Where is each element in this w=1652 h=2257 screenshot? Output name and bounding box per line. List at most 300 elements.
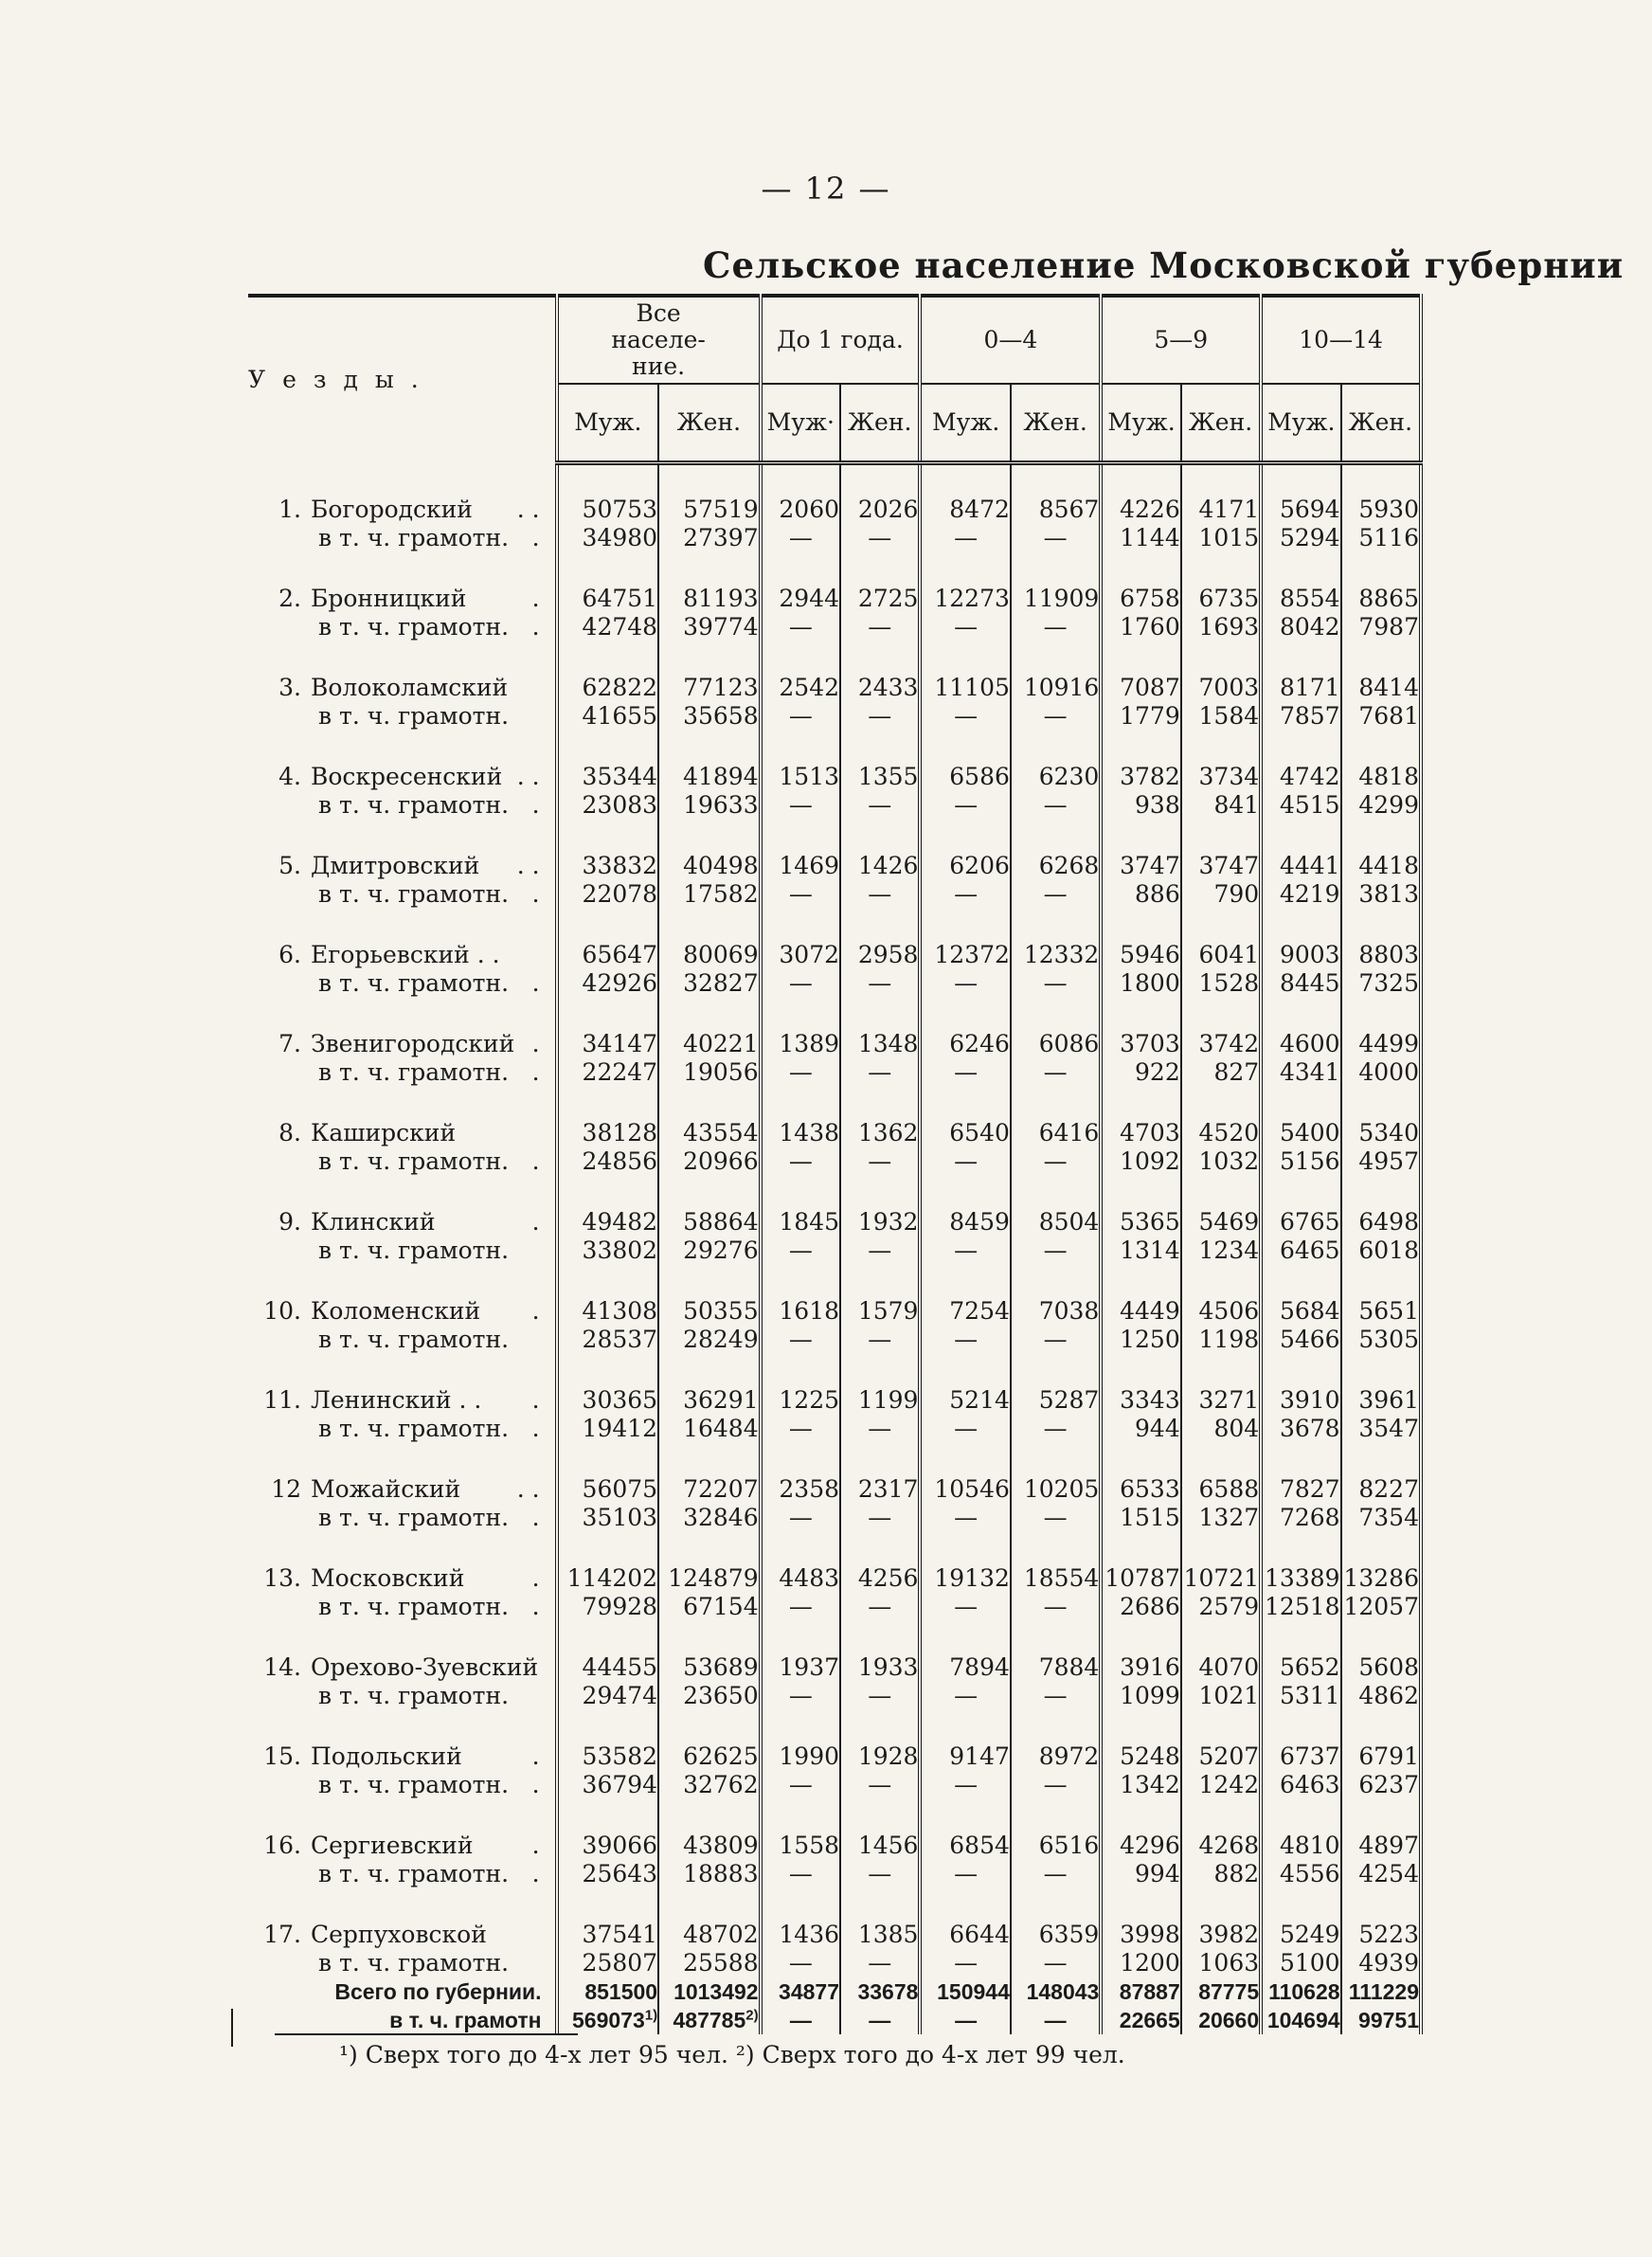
cell-literate-a1014-f: 7987 — [1341, 613, 1421, 641]
cell-a04-m: 6246 — [920, 1030, 1010, 1058]
cell-a59-m: 3343 — [1101, 1386, 1180, 1415]
dash-cell: — — [1011, 880, 1101, 909]
table-row — [248, 1297, 1421, 1326]
cell-literate-a59-m: 1760 — [1101, 613, 1180, 641]
cell-a1014-f: 8865 — [1341, 585, 1421, 613]
cell-u1-f: 2026 — [840, 496, 920, 524]
cell-literate-a1014-m: 12518 — [1261, 1593, 1340, 1621]
cell-literate-a59-f: 804 — [1181, 1415, 1261, 1443]
cell-u1-m: 1389 — [761, 1030, 840, 1058]
cell-literate-a1014-f: 5116 — [1341, 524, 1421, 552]
table-row-literate — [248, 969, 1421, 998]
total-a1014-m: 110628 — [1261, 1977, 1340, 2006]
cell-a1014-m: 8554 — [1261, 585, 1340, 613]
cell-a59-m: 6758 — [1101, 585, 1180, 613]
cell-literate-a1014-f: 4000 — [1341, 1058, 1421, 1087]
dash-cell: — — [1011, 1593, 1101, 1621]
cell-all-m: 37541 — [557, 1921, 659, 1949]
total-literate-value: 487785 — [673, 2008, 746, 2032]
cell-literate-all-f: 32827 — [658, 969, 761, 998]
dash-cell: — — [920, 1771, 1010, 1799]
cell-literate-all-m: 22078 — [557, 880, 659, 909]
literate-label-cell — [248, 1237, 557, 1265]
cell-a59-f: 3271 — [1181, 1386, 1261, 1415]
leader-dots: . — [531, 1297, 540, 1325]
dash-cell: — — [1011, 1771, 1101, 1799]
dash-cell: — — [840, 702, 920, 731]
cell-a59-f: 3734 — [1181, 763, 1261, 791]
uezd-name-cell — [248, 941, 557, 969]
cell-literate-a59-f: 1242 — [1181, 1771, 1261, 1799]
cell-u1-f: 1928 — [840, 1742, 920, 1771]
literate-label: в т. ч. грамотн. — [318, 1771, 510, 1798]
dash-cell: — — [840, 1949, 920, 1977]
uezd-name-cell — [248, 1297, 557, 1326]
dash-cell: — — [1011, 969, 1101, 998]
table-row-literate — [248, 1949, 1421, 1977]
row-gap — [248, 909, 1421, 941]
cell-a59-f: 6041 — [1181, 941, 1261, 969]
cell-a04-f: 6086 — [1011, 1030, 1101, 1058]
uezd-name-cell — [248, 763, 557, 791]
header-u1-female: Жен. — [840, 384, 920, 463]
cell-all-m: 34147 — [557, 1030, 659, 1058]
cell-literate-a59-m: 1092 — [1101, 1147, 1180, 1176]
cell-a1014-f: 8227 — [1341, 1475, 1421, 1504]
cell-a04-f: 8972 — [1011, 1742, 1101, 1771]
literate-label-cell — [248, 1949, 557, 1977]
cell-a59-f: 4070 — [1181, 1653, 1261, 1682]
cell-a04-m: 8472 — [920, 496, 1010, 524]
total-label: Всего по губернии. — [334, 1979, 542, 2004]
table-row-literate — [248, 1147, 1421, 1176]
cell-a04-f: 6230 — [1011, 763, 1101, 791]
cell-all-f: 124879 — [658, 1564, 761, 1593]
cell-all-f: 48702 — [658, 1921, 761, 1949]
cell-literate-a59-f: 827 — [1181, 1058, 1261, 1087]
header-1014-female: Жен. — [1341, 384, 1421, 463]
uezd-name-cell — [248, 1564, 557, 1593]
cell-u1-m: 1438 — [761, 1119, 840, 1147]
uezd-name: Дмитровский — [311, 852, 480, 879]
uezd-name-cell — [248, 1475, 557, 1504]
cell-a59-m: 3703 — [1101, 1030, 1180, 1058]
row-number: 16. — [263, 1832, 301, 1859]
cell-a59-f: 6588 — [1181, 1475, 1261, 1504]
literate-label-cell — [248, 969, 557, 998]
row-gap — [248, 1888, 1421, 1921]
literate-label-cell — [248, 1860, 557, 1888]
cell-a59-m: 3782 — [1101, 763, 1180, 791]
cell-a1014-f: 13286 — [1341, 1564, 1421, 1593]
uezd-name-cell — [248, 1653, 557, 1682]
cell-a04-m: 6644 — [920, 1921, 1010, 1949]
cell-literate-a1014-f: 7325 — [1341, 969, 1421, 998]
total-literate-a59-m — [1101, 2006, 1180, 2034]
cell-a04-f: 18554 — [1011, 1564, 1101, 1593]
cell-u1-f: 1385 — [840, 1921, 920, 1949]
cell-u1-m: 1937 — [761, 1653, 840, 1682]
cell-literate-all-m: 25643 — [557, 1860, 659, 1888]
total-all-f: 1013492 — [658, 1977, 761, 2006]
cell-literate-a1014-f: 4254 — [1341, 1860, 1421, 1888]
cell-literate-a59-m: 922 — [1101, 1058, 1180, 1087]
uezd-name-cell — [248, 1119, 557, 1147]
leader-dots: . — [531, 969, 540, 997]
dash-cell: — — [761, 880, 840, 909]
dash-cell: — — [761, 1326, 840, 1354]
cell-literate-a59-f: 1032 — [1181, 1147, 1261, 1176]
total-literate-value: 20660 — [1198, 2008, 1260, 2032]
dash-cell: — — [1011, 1682, 1101, 1710]
dash-cell: — — [920, 1504, 1010, 1532]
cell-literate-a59-m: 1099 — [1101, 1682, 1180, 1710]
cell-literate-a59-m: 1314 — [1101, 1237, 1180, 1265]
dash-cell: — — [840, 1860, 920, 1888]
header-group-0-4: 0—4 — [920, 296, 1101, 384]
cell-a59-f: 4506 — [1181, 1297, 1261, 1326]
cell-u1-m: 1469 — [761, 852, 840, 880]
leader-dots: . — [531, 613, 540, 641]
row-gap — [248, 641, 1421, 674]
cell-all-f: 57519 — [658, 496, 761, 524]
cell-all-m: 64751 — [557, 585, 659, 613]
cell-literate-a59-m: 1200 — [1101, 1949, 1180, 1977]
dash-cell: — — [920, 2006, 1010, 2034]
cell-a59-m: 5248 — [1101, 1742, 1180, 1771]
leader-dots: . — [531, 585, 540, 612]
cell-u1-f: 1426 — [840, 852, 920, 880]
cell-a1014-f: 3961 — [1341, 1386, 1421, 1415]
cell-a1014-m: 13389 — [1261, 1564, 1340, 1593]
table-body — [248, 463, 1421, 2035]
dash-cell: — — [840, 1058, 920, 1087]
cell-literate-a59-f: 1198 — [1181, 1326, 1261, 1354]
header-group-all: Все населе-ние. — [557, 296, 761, 384]
literate-label: в т. ч. грамотн. — [318, 702, 510, 730]
cell-a1014-f: 8414 — [1341, 674, 1421, 702]
cell-literate-a1014-m: 5294 — [1261, 524, 1340, 552]
literate-label: в т. ч. грамотн. — [318, 1504, 510, 1531]
dash-cell: — — [840, 1593, 920, 1621]
literate-label-cell — [248, 702, 557, 731]
total-a59-f: 87775 — [1181, 1977, 1261, 2006]
cell-literate-a1014-m: 4515 — [1261, 791, 1340, 820]
cell-u1-m: 1225 — [761, 1386, 840, 1415]
cell-u1-m: 2944 — [761, 585, 840, 613]
dash-cell: — — [761, 1771, 840, 1799]
table-row — [248, 941, 1421, 969]
cell-literate-all-m: 33802 — [557, 1237, 659, 1265]
header-59-female: Жен. — [1181, 384, 1261, 463]
cell-all-m: 39066 — [557, 1832, 659, 1860]
cell-a59-f: 5207 — [1181, 1742, 1261, 1771]
uezd-name-cell — [248, 585, 557, 613]
leader-dots: . — [531, 1030, 540, 1057]
cell-literate-all-f: 16484 — [658, 1415, 761, 1443]
cell-all-f: 41894 — [658, 763, 761, 791]
uezd-name: Клинский — [311, 1208, 436, 1236]
cell-all-f: 77123 — [658, 674, 761, 702]
cell-all-m: 49482 — [557, 1208, 659, 1237]
dash-cell: — — [840, 613, 920, 641]
leader-dots: . — [531, 1058, 540, 1086]
dash-cell: — — [840, 1326, 920, 1354]
cell-literate-a59-m: 1515 — [1101, 1504, 1180, 1532]
uezd-name: Каширский — [311, 1119, 457, 1147]
dash-cell: — — [761, 1058, 840, 1087]
row-gap — [248, 1087, 1421, 1119]
dash-cell: — — [761, 969, 840, 998]
cell-a04-m: 6206 — [920, 852, 1010, 880]
cell-literate-a1014-m: 4219 — [1261, 880, 1340, 909]
row-number: 13. — [263, 1564, 301, 1592]
dash-cell: — — [840, 1682, 920, 1710]
leader-dots: . . — [516, 1475, 540, 1503]
cell-all-m: 50753 — [557, 496, 659, 524]
uezd-name-cell — [248, 1208, 557, 1237]
cell-a59-f: 3742 — [1181, 1030, 1261, 1058]
cell-literate-all-f: 28249 — [658, 1326, 761, 1354]
dash-cell: — — [1011, 1147, 1101, 1176]
cell-a04-m: 6540 — [920, 1119, 1010, 1147]
row-number: 2. — [278, 585, 301, 612]
cell-literate-all-m: 42748 — [557, 613, 659, 641]
cell-literate-a1014-f: 4299 — [1341, 791, 1421, 820]
cell-all-f: 81193 — [658, 585, 761, 613]
dash-cell: — — [920, 1593, 1010, 1621]
dash-cell: — — [761, 1504, 840, 1532]
uezd-name: Коломенский — [311, 1297, 481, 1325]
cell-literate-a59-m: 1342 — [1101, 1771, 1180, 1799]
uezd-name: Можайский — [311, 1475, 461, 1503]
header-04-female: Жен. — [1011, 384, 1101, 463]
uezd-name-cell — [248, 1832, 557, 1860]
literate-label: в т. ч. грамотн. — [318, 524, 510, 551]
cell-a59-m: 5946 — [1101, 941, 1180, 969]
cell-all-f: 53689 — [658, 1653, 761, 1682]
cell-a04-m: 7894 — [920, 1653, 1010, 1682]
cell-a04-f: 11909 — [1011, 585, 1101, 613]
cell-u1-m: 1990 — [761, 1742, 840, 1771]
table-row — [248, 496, 1421, 524]
row-number: 11. — [263, 1386, 301, 1414]
literate-label: в т. ч. грамотн. — [318, 1860, 510, 1887]
dash-cell: — — [1011, 791, 1101, 820]
dash-cell: — — [761, 524, 840, 552]
leader-dots: . . — [516, 852, 540, 879]
cell-u1-f: 2433 — [840, 674, 920, 702]
dash-cell: — — [840, 880, 920, 909]
cell-all-m: 35344 — [557, 763, 659, 791]
cell-a1014-m: 8171 — [1261, 674, 1340, 702]
cell-literate-a59-m: 1800 — [1101, 969, 1180, 998]
dash-cell: — — [1011, 1237, 1101, 1265]
cell-literate-a59-f: 1234 — [1181, 1237, 1261, 1265]
cell-a04-f: 10205 — [1011, 1475, 1101, 1504]
cell-u1-f: 1932 — [840, 1208, 920, 1237]
dash-cell: — — [840, 1237, 920, 1265]
table-row — [248, 1921, 1421, 1949]
cell-a59-m: 10787 — [1101, 1564, 1180, 1593]
table-row-literate — [248, 1682, 1421, 1710]
footnote-mark: 1) — [644, 2007, 658, 2024]
cell-all-f: 43554 — [658, 1119, 761, 1147]
cell-literate-all-m: 41655 — [557, 702, 659, 731]
uezd-name-cell — [248, 852, 557, 880]
cell-a1014-m: 4441 — [1261, 852, 1340, 880]
row-number: 14. — [263, 1653, 301, 1681]
cell-literate-a1014-f: 4957 — [1341, 1147, 1421, 1176]
cell-literate-a1014-f: 7354 — [1341, 1504, 1421, 1532]
cell-a04-f: 6416 — [1011, 1119, 1101, 1147]
table-row — [248, 1653, 1421, 1682]
cell-all-f: 72207 — [658, 1475, 761, 1504]
cell-a04-f: 7038 — [1011, 1297, 1101, 1326]
literate-label-cell — [248, 613, 557, 641]
cell-all-m: 62822 — [557, 674, 659, 702]
literate-label-cell — [248, 1504, 557, 1532]
cell-u1-m: 2060 — [761, 496, 840, 524]
population-table — [248, 294, 1423, 2034]
leader-dots: . — [531, 1415, 540, 1442]
cell-a1014-m: 5652 — [1261, 1653, 1340, 1682]
cell-literate-all-m: 28537 — [557, 1326, 659, 1354]
table-row-literate — [248, 1058, 1421, 1087]
cell-all-f: 50355 — [658, 1297, 761, 1326]
cell-a04-m: 11105 — [920, 674, 1010, 702]
literate-label-cell — [248, 524, 557, 552]
dash-cell: — — [1011, 1949, 1101, 1977]
cell-u1-f: 1933 — [840, 1653, 920, 1682]
dash-cell: — — [840, 791, 920, 820]
cell-literate-a59-m: 886 — [1101, 880, 1180, 909]
cell-literate-a1014-f: 4862 — [1341, 1682, 1421, 1710]
cell-literate-a59-f: 882 — [1181, 1860, 1261, 1888]
row-gap — [248, 1710, 1421, 1742]
uezd-name: Воскресенский — [311, 763, 503, 790]
cell-a1014-m: 6737 — [1261, 1742, 1340, 1771]
header-59-male: Муж. — [1101, 384, 1180, 463]
cell-all-f: 36291 — [658, 1386, 761, 1415]
cell-a1014-m: 4742 — [1261, 763, 1340, 791]
dash-cell: — — [1011, 1860, 1101, 1888]
cell-all-m: 38128 — [557, 1119, 659, 1147]
cell-u1-m: 1618 — [761, 1297, 840, 1326]
cell-literate-a1014-f: 4939 — [1341, 1949, 1421, 1977]
literate-label: в т. ч. грамотн. — [318, 1682, 510, 1709]
cell-literate-all-f: 20966 — [658, 1147, 761, 1176]
cell-a1014-f: 5651 — [1341, 1297, 1421, 1326]
cell-literate-all-f: 35658 — [658, 702, 761, 731]
cell-literate-a1014-f: 6018 — [1341, 1237, 1421, 1265]
table-row — [248, 585, 1421, 613]
cell-u1-m: 1845 — [761, 1208, 840, 1237]
cell-literate-a1014-m: 4341 — [1261, 1058, 1340, 1087]
dash-cell: — — [840, 1771, 920, 1799]
cell-a1014-f: 4818 — [1341, 763, 1421, 791]
table-row-literate — [248, 791, 1421, 820]
total-a04-m: 150944 — [920, 1977, 1010, 2006]
cell-a04-m: 6854 — [920, 1832, 1010, 1860]
dash-cell: — — [761, 613, 840, 641]
cell-literate-a1014-m: 3678 — [1261, 1415, 1340, 1443]
cell-all-f: 80069 — [658, 941, 761, 969]
leader-dots: . — [531, 880, 540, 908]
header-group-under1: До 1 года. — [761, 296, 921, 384]
cell-a1014-f: 6498 — [1341, 1208, 1421, 1237]
dash-cell: — — [761, 1593, 840, 1621]
table-row-literate — [248, 1593, 1421, 1621]
cell-a59-m: 4449 — [1101, 1297, 1180, 1326]
cell-all-m: 53582 — [557, 1742, 659, 1771]
row-number: 7. — [278, 1030, 301, 1057]
dash-cell: — — [1011, 1415, 1101, 1443]
dash-cell: — — [920, 524, 1010, 552]
uezd-name: Орехово-Зуевский — [311, 1653, 539, 1681]
cell-u1-m: 1513 — [761, 763, 840, 791]
literate-label: в т. ч. грамотн. — [318, 1326, 510, 1353]
dash-cell: — — [920, 702, 1010, 731]
cell-literate-all-f: 27397 — [658, 524, 761, 552]
dash-cell: — — [761, 1147, 840, 1176]
uezd-name-cell — [248, 674, 557, 702]
cell-literate-all-f: 23650 — [658, 1682, 761, 1710]
row-number: 3. — [278, 674, 301, 701]
dash-cell: — — [761, 702, 840, 731]
cell-a04-m: 12273 — [920, 585, 1010, 613]
footnote-rule — [275, 2033, 578, 2035]
literate-label: в т. ч. грамотн. — [318, 1415, 510, 1442]
cell-literate-all-f: 32762 — [658, 1771, 761, 1799]
cell-u1-f: 1348 — [840, 1030, 920, 1058]
cell-a59-f: 10721 — [1181, 1564, 1261, 1593]
cell-literate-a1014-f: 12057 — [1341, 1593, 1421, 1621]
cell-a1014-m: 3910 — [1261, 1386, 1340, 1415]
cell-literate-all-m: 19412 — [557, 1415, 659, 1443]
total-literate-value: 99751 — [1358, 2008, 1419, 2032]
cell-a59-m: 4296 — [1101, 1832, 1180, 1860]
table-row — [248, 1030, 1421, 1058]
header-group-5-9: 5—9 — [1101, 296, 1261, 384]
literate-label: в т. ч. грамотн. — [318, 1949, 510, 1977]
uezd-name: Серпуховской — [311, 1921, 487, 1948]
literate-label-cell — [248, 1326, 557, 1354]
cell-a1014-m: 5684 — [1261, 1297, 1340, 1326]
cell-a59-f: 4520 — [1181, 1119, 1261, 1147]
cell-a04-m: 9147 — [920, 1742, 1010, 1771]
cell-literate-all-m: 42926 — [557, 969, 659, 998]
literate-label: в т. ч. грамотн. — [318, 791, 510, 819]
cell-literate-a1014-m: 6463 — [1261, 1771, 1340, 1799]
leader-dots: . — [531, 1386, 540, 1414]
total-u1-m: 34877 — [761, 1977, 840, 2006]
cell-literate-all-f: 18883 — [658, 1860, 761, 1888]
table-row-literate — [248, 524, 1421, 552]
leader-dots: . — [531, 1564, 540, 1592]
row-number: 12 — [271, 1475, 301, 1503]
cell-u1-f: 1355 — [840, 763, 920, 791]
cell-all-m: 65647 — [557, 941, 659, 969]
cell-literate-a1014-m: 8042 — [1261, 613, 1340, 641]
uezd-name-cell — [248, 1742, 557, 1771]
cell-u1-f: 1456 — [840, 1832, 920, 1860]
dash-cell: — — [1011, 702, 1101, 731]
cell-u1-m: 2542 — [761, 674, 840, 702]
dash-cell: — — [761, 1682, 840, 1710]
cell-a1014-f: 8803 — [1341, 941, 1421, 969]
literate-label: в т. ч. грамотн. — [318, 613, 510, 641]
